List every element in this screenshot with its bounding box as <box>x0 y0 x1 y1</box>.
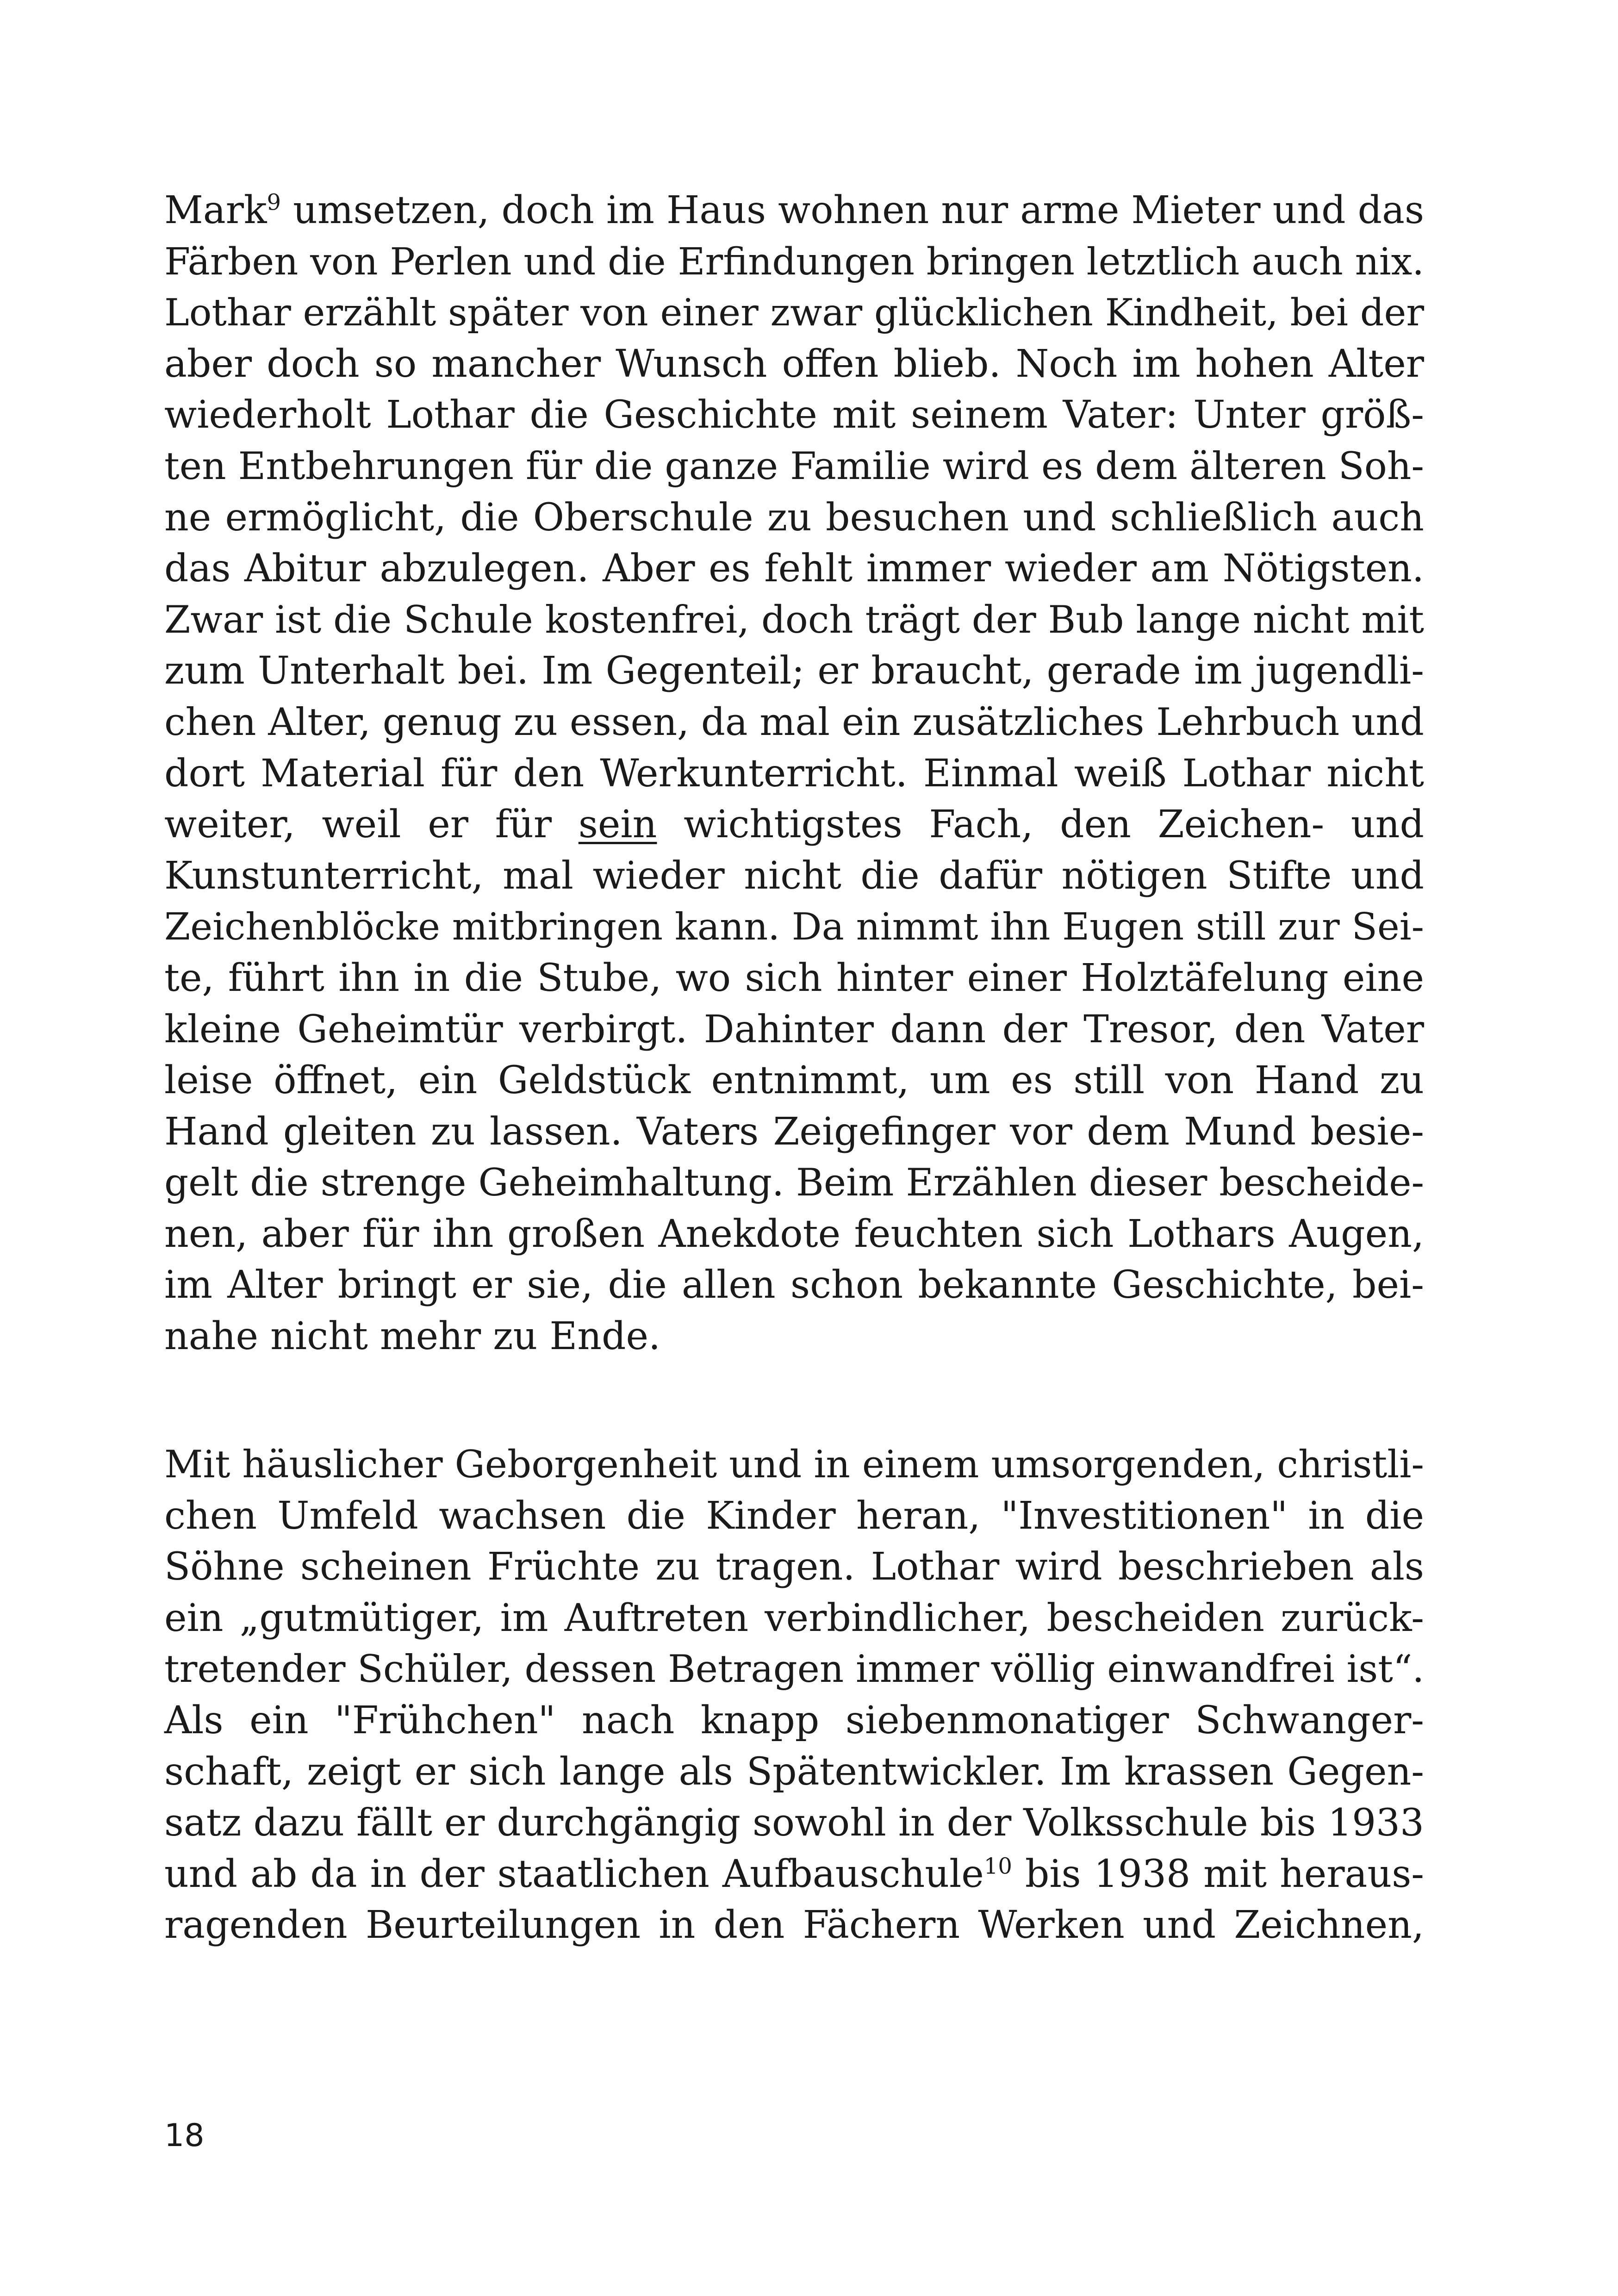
text-segment: Hand gleiten zu lassen. Vaters Zeigefinger vor dem Mund besie- <box>164 1109 1424 1154</box>
text-line <box>164 236 1424 288</box>
text-segment: nahe nicht mehr zu Ende. <box>164 1314 661 1359</box>
text-segment: ten Entbehrungen für die ganze Familie wird es dem älteren Soh- <box>164 444 1424 488</box>
text-line <box>164 953 1424 1004</box>
text-line <box>164 1055 1424 1107</box>
text-segment: Mit häuslicher Geborgenheit und in einem umsorgenden, christli- <box>164 1443 1424 1487</box>
text-line <box>164 851 1424 902</box>
text-line <box>164 390 1424 441</box>
text-line <box>164 1260 1424 1311</box>
text-line <box>164 748 1424 800</box>
page-number: 18 <box>164 2117 205 2154</box>
text-line <box>164 339 1424 390</box>
text-line <box>164 1311 1424 1363</box>
text-line <box>164 1157 1424 1209</box>
text-line <box>164 1900 1424 1951</box>
text-segment: tretender Schüler, dessen Betragen immer völlig einwandfrei ist“. <box>164 1648 1425 1692</box>
footnote-marker: 10 <box>983 1853 1012 1879</box>
text-line <box>164 1107 1424 1158</box>
text-segment: Zeichenblöcke mitbringen kann. Da nimmt ihn Eugen still zur Sei- <box>164 905 1424 949</box>
text-line <box>164 1695 1424 1747</box>
paragraph-2 <box>164 1439 1424 1951</box>
footnote-marker: 9 <box>267 189 281 216</box>
text-segment: weiter, weil er für <box>164 803 579 847</box>
text-segment: umsetzen, doch im Haus wohnen nur arme Mieter und das <box>281 188 1424 232</box>
text-line <box>164 1439 1424 1491</box>
text-line <box>164 902 1424 953</box>
text-line <box>164 1593 1424 1644</box>
text-segment: bis 1938 mit heraus- <box>1012 1852 1425 1896</box>
text-segment: ne ermöglicht, die Oberschule zu besuchen und schließlich auch <box>164 495 1424 540</box>
text-line <box>164 1491 1424 1542</box>
text-line <box>164 1209 1424 1260</box>
paragraph-1 <box>164 185 1424 1363</box>
text-line <box>164 1747 1424 1798</box>
text-segment: Zwar ist die Schule kostenfrei, doch trägt der Bub lange nicht mit <box>164 598 1425 642</box>
text-segment: kleine Geheimtür verbirgt. Dahinter dann der Tresor, den Vater <box>164 1007 1424 1052</box>
text-segment: ragenden Beurteilungen in den Fächern Werken und Zeichnen, <box>164 1903 1424 1948</box>
text-segment: aber doch so mancher Wunsch offen blieb. Noch im hohen Alter <box>164 342 1424 386</box>
text-line <box>164 1542 1424 1593</box>
text-segment: Färben von Perlen und die Erfindungen bringen letztlich auch nix. <box>164 240 1424 284</box>
text-segment: te, führt ihn in die Stube, wo sich hinter einer Holztäfelung eine <box>164 956 1424 1000</box>
text-segment: und ab da in der staatlichen Aufbauschule <box>164 1852 984 1896</box>
text-segment: zum Unterhalt bei. Im Gegenteil; er braucht, gerade im jugendli- <box>164 649 1424 693</box>
text-segment: wichtigstes Fach, den Zeichen- und <box>657 803 1424 847</box>
text-segment: chen Alter, genug zu essen, da mal ein zusätzliches Lehrbuch und <box>164 700 1424 744</box>
text-segment: das Abitur abzulegen. Aber es fehlt immer wieder am Nötigsten. <box>164 547 1424 591</box>
text-line <box>164 543 1424 595</box>
text-segment: Söhne scheinen Früchte zu tragen. Lothar wird beschrieben als <box>164 1545 1424 1589</box>
text-line <box>164 185 1424 236</box>
text-segment: schaft, zeigt er sich lange als Spätentwickler. Im krassen Gegen- <box>164 1749 1424 1794</box>
text-segment: Kunstunterricht, mal wieder nicht die dafür nötigen Stifte und <box>164 853 1424 898</box>
text-line <box>164 1849 1424 1900</box>
text-line <box>164 1004 1424 1056</box>
text-segment: chen Umfeld wachsen die Kinder heran, "Investitionen" in die <box>164 1493 1424 1538</box>
text-segment: Lothar erzählt später von einer zwar glücklichen Kindheit, bei der <box>164 291 1424 335</box>
text-line <box>164 646 1424 697</box>
text-segment: leise öffnet, ein Geldstück entnimmt, um es still von Hand zu <box>164 1058 1424 1103</box>
text-line <box>164 1644 1424 1695</box>
text-segment: im Alter bringt er sie, die allen schon bekannte Geschichte, bei- <box>164 1263 1424 1307</box>
text-line <box>164 595 1424 646</box>
text-segment: Als ein "Frühchen" nach knapp siebenmonatiger Schwanger- <box>164 1698 1424 1742</box>
text-segment: dort Material für den Werkunterricht. Einmal weiß Lothar nicht <box>164 751 1424 796</box>
text-segment: Mark <box>164 188 267 232</box>
text-line <box>164 287 1424 339</box>
text-line <box>164 492 1424 544</box>
text-segment: gelt die strenge Geheimhaltung. Beim Erzählen dieser bescheide- <box>164 1161 1424 1205</box>
text-segment: ein „gutmütiger, im Auftreten verbindlicher, bescheiden zurück- <box>164 1596 1424 1640</box>
text-line <box>164 697 1424 748</box>
text-line <box>164 799 1424 851</box>
text-line <box>164 1798 1424 1849</box>
underlined-word: sein <box>578 803 657 847</box>
text-segment: satz dazu fällt er durchgängig sowohl in der Volksschule bis 1933 <box>164 1801 1424 1845</box>
text-segment: nen, aber für ihn großen Anekdote feuchten sich Lothars Augen, <box>164 1212 1424 1256</box>
text-line <box>164 441 1424 492</box>
text-segment: wiederholt Lothar die Geschichte mit seinem Vater: Unter größ- <box>164 393 1424 437</box>
